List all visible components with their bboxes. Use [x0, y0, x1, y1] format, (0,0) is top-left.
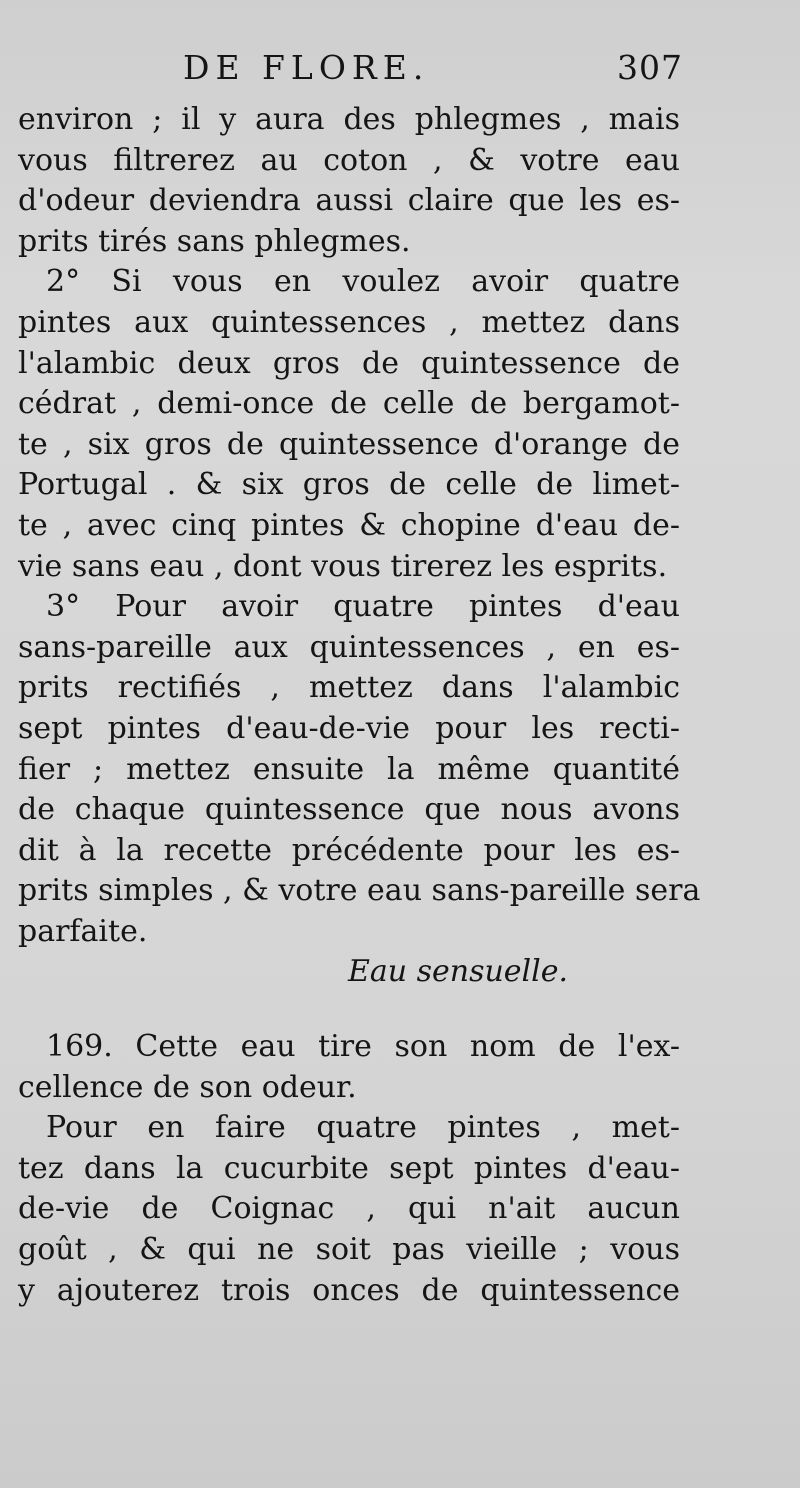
running-title: DE FLORE. — [183, 48, 430, 87]
text-line: y ajouterez trois onces de quintessence — [18, 1272, 680, 1308]
text-line: cédrat , demi-once de celle de bergamot- — [18, 386, 680, 422]
text-line: de chaque quintessence que nous avons — [18, 792, 680, 828]
paragraph-4 — [18, 1027, 680, 1108]
page-header — [18, 48, 683, 100]
paragraph-2 — [18, 262, 680, 587]
text-line: environ ; il y aura des phlegmes , mais — [18, 102, 680, 137]
paragraph-5 — [18, 1108, 680, 1311]
page-number: 307 — [617, 48, 683, 87]
paragraph-1 — [18, 100, 680, 262]
text-line: cellence de son odeur. — [18, 1069, 357, 1105]
text-line: tez dans la cucurbite sept pintes d'eau- — [18, 1150, 680, 1186]
text-line: te , avec cinq pintes & chopine d'eau de- — [18, 507, 680, 543]
text-line: prits rectifiés , mettez dans l'alambic — [18, 670, 680, 706]
text-line: goût , & qui ne soit pas vieille ; vous — [18, 1232, 680, 1268]
text-line: 2° Si vous en voulez avoir quatre — [46, 264, 680, 300]
text-line: Portugal . & six gros de celle de limet- — [18, 467, 680, 503]
text-line: vous filtrerez au coton , & votre eau — [18, 142, 680, 178]
text-line: parfaite. — [18, 913, 148, 949]
text-line: pintes aux quintessences , mettez dans — [18, 304, 680, 340]
page-text — [18, 48, 701, 1311]
text-line: te , six gros de quintessence d'orange de — [18, 426, 680, 462]
text-line: l'alambic deux gros de quintessence de — [18, 345, 680, 381]
text-line: 3° Pour avoir quatre pintes d'eau — [46, 589, 680, 625]
text-line: de-vie de Coignac , qui n'ait aucun — [18, 1191, 680, 1227]
text-line: prits simples , & votre eau sans-pareille sera — [18, 873, 701, 909]
text-line: vie sans eau , dont vous tirerez les esprits. — [18, 548, 668, 584]
text-line: sept pintes d'eau-de-vie pour les recti- — [18, 710, 680, 746]
text-line: prits tirés sans phlegmes. — [18, 223, 411, 259]
text-line: fier ; mettez ensuite la même quantité — [18, 751, 680, 787]
text-line: Pour en faire quatre pintes , met- — [46, 1110, 680, 1146]
text-line: sans-pareille aux quintessences , en es- — [18, 629, 680, 665]
section-heading: Eau sensuelle. — [347, 954, 569, 990]
text-line: d'odeur deviendra aussi claire que les es- — [18, 183, 680, 219]
paragraph-3 — [18, 587, 701, 952]
text-line: 169. Cette eau tire son nom de l'ex- — [46, 1029, 680, 1065]
text-line: dit à la recette précédente pour les es- — [18, 832, 680, 868]
